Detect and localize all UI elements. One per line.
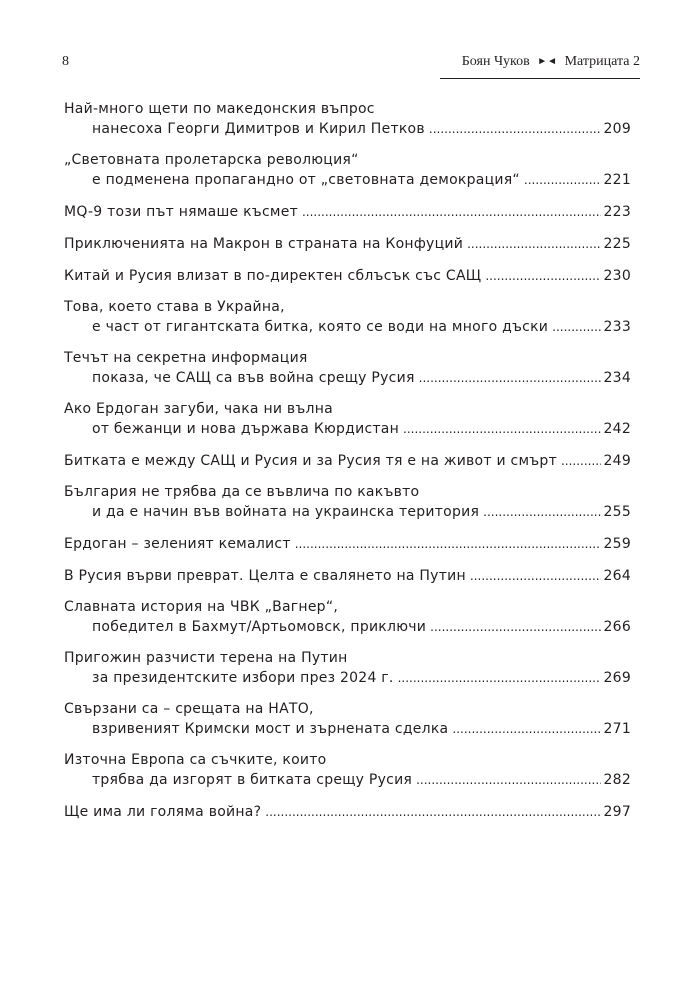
- toc-page-number: 223: [603, 204, 631, 220]
- toc-entry-title-continued: трябва да изгорят в битката срещу Русия: [92, 772, 413, 788]
- dot-leader: [429, 119, 601, 139]
- toc-entry: [64, 482, 631, 522]
- toc-entry: [64, 699, 631, 739]
- toc-entry-title-continued: за президентските избори през 2024 г.: [92, 670, 394, 686]
- toc-entry: [64, 597, 631, 637]
- toc-page-number: 264: [603, 568, 631, 584]
- toc-entry-title-continued: взривеният Кримски мост и зърнената сделка: [92, 721, 449, 737]
- dot-leader: [265, 802, 600, 822]
- author-name: Боян Чуков: [461, 54, 530, 69]
- toc-page-number: 221: [603, 172, 631, 188]
- toc-page-number: 269: [603, 670, 631, 686]
- book-title: Матрицата 2: [564, 54, 640, 69]
- toc-entry-title-continued: е част от гигантската битка, която се води на много дъски: [92, 319, 549, 335]
- toc-page-number: 282: [603, 772, 631, 788]
- toc-entry-title: Пригожин разчисти терена на Путин: [64, 650, 348, 666]
- toc-entry-title: Ще има ли голяма война?: [64, 804, 262, 820]
- toc-page-number: 271: [603, 721, 631, 737]
- dot-leader: [483, 502, 600, 522]
- toc-entry: [64, 451, 631, 471]
- toc-entry-title: Славната история на ЧВК „Вагнер“,: [64, 599, 339, 615]
- toc-page-number: 242: [603, 421, 631, 437]
- dot-leader: [524, 170, 601, 190]
- toc-entry-title: Битката е между САЩ и Русия и за Русия тя е на живот и смърт: [64, 453, 557, 469]
- toc-entry: [64, 202, 631, 222]
- dot-leader: [561, 451, 601, 471]
- toc-entry-title: Ако Ердоган загуби, чака ни вълна: [64, 401, 333, 417]
- toc-page-number: 259: [603, 536, 631, 552]
- separator-icon: ►◄: [537, 56, 558, 67]
- dot-leader: [485, 266, 600, 286]
- toc-entry: [64, 802, 631, 822]
- toc-entry-title: Течът на секретна информация: [64, 350, 308, 366]
- toc-entry: [64, 750, 631, 790]
- dot-leader: [416, 770, 600, 790]
- toc-page-number: 249: [603, 453, 631, 469]
- toc-entry-title: Ердоган – зеленият кемалист: [64, 536, 291, 552]
- dot-leader: [403, 419, 600, 439]
- toc-entry: [64, 150, 631, 190]
- page-number: 8: [62, 54, 69, 69]
- toc-entry-title: В Русия върви преврат. Целта е свалянето на Путин: [64, 568, 466, 584]
- toc-page-number: 209: [603, 121, 631, 137]
- toc-page-number: 266: [603, 619, 631, 635]
- dot-leader: [552, 317, 600, 337]
- toc-entry-title-continued: е подменена пропагандно от „световната демокрация“: [92, 172, 520, 188]
- toc-page-number: 297: [603, 804, 631, 820]
- toc-entry-title: Свързани са – срещата на НАТО,: [64, 701, 314, 717]
- toc-entry: [64, 566, 631, 586]
- toc-entry-title: Източна Европа са съчките, които: [64, 752, 327, 768]
- toc-entry-title-continued: нанесоха Георги Димитров и Кирил Петков: [92, 121, 425, 137]
- toc-page-number: 234: [603, 370, 631, 386]
- running-head: [462, 54, 640, 70]
- dot-leader: [302, 202, 601, 222]
- toc-page-number: 225: [603, 236, 631, 252]
- dot-leader: [430, 617, 600, 637]
- toc-page-number: 230: [603, 268, 631, 284]
- dot-leader: [398, 668, 601, 688]
- toc-entry: [64, 399, 631, 439]
- toc-entry: [64, 348, 631, 388]
- toc-entry-title: Най-много щети по македонския въпрос: [64, 101, 375, 117]
- toc-entry-title: MQ-9 този път нямаше късмет: [64, 204, 298, 220]
- toc-entry: [64, 534, 631, 554]
- toc-entry: [64, 266, 631, 286]
- toc-page-number: 255: [603, 504, 631, 520]
- dot-leader: [295, 534, 601, 554]
- toc-entry-title: Китай и Русия влизат в по-директен сблъсък със САЩ: [64, 268, 482, 284]
- toc-entry-title-continued: победител в Бахмут/Артьомовск, приключи: [92, 619, 427, 635]
- toc-entry-title-continued: и да е начин във войната на украинска територия: [92, 504, 480, 520]
- toc-entry: [64, 648, 631, 688]
- toc-entry-title-continued: от бежанци и нова държава Кюрдистан: [92, 421, 400, 437]
- dot-leader: [419, 368, 601, 388]
- toc-entry-title: Приключенията на Макрон в страната на Конфуций: [64, 236, 464, 252]
- toc-entry-title-continued: показа, че САЩ са във война срещу Русия: [92, 370, 415, 386]
- toc-entry: [64, 234, 631, 254]
- dot-leader: [470, 566, 601, 586]
- toc-entry: [64, 297, 631, 337]
- toc-entry: [64, 99, 631, 139]
- header-rule: [440, 78, 640, 79]
- table-of-contents: [64, 99, 631, 822]
- page-header: [62, 54, 640, 74]
- dot-leader: [452, 719, 600, 739]
- dot-leader: [467, 234, 600, 254]
- toc-entry-title: България не трябва да се въвлича по какъвто: [64, 484, 420, 500]
- toc-page-number: 233: [603, 319, 631, 335]
- toc-entry-title: Това, което става в Украйна,: [64, 299, 285, 315]
- toc-entry-title: „Световната пролетарска революция“: [64, 152, 359, 168]
